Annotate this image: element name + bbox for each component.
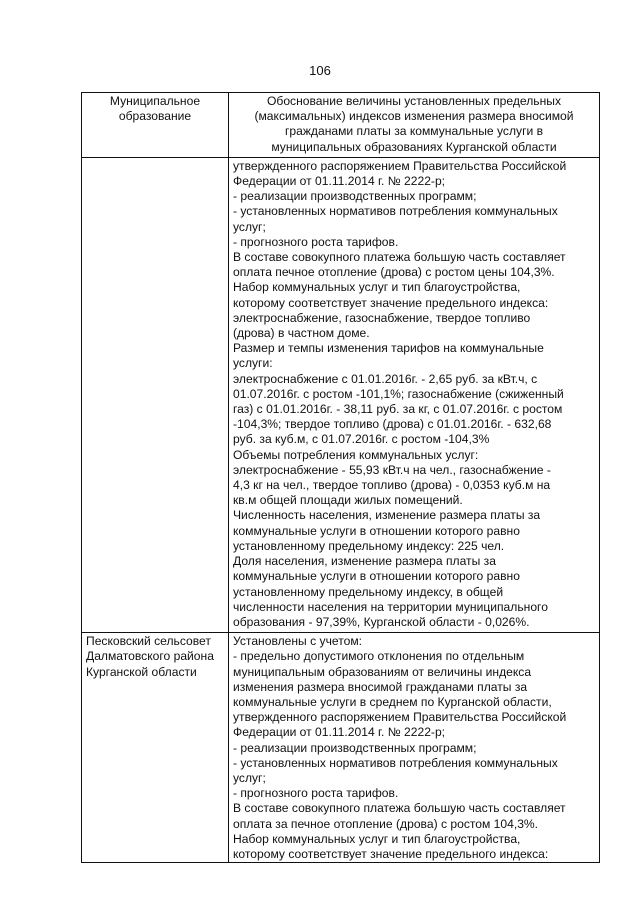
justification-text-line: Численность населения, изменение размера платы за	[233, 508, 541, 523]
justification-text-line: руб. за куб.м, с 01.07.2016г. с ростом -104,3%	[233, 432, 490, 447]
municipality-name-line: Далматовского района	[86, 649, 214, 664]
justification-text-line: Доля населения, изменение размера платы за	[233, 554, 496, 569]
municipality-cell	[82, 633, 229, 863]
header-justification-line: муниципальных образованиях Курганской области	[271, 139, 557, 154]
justification-text-line: - установленных нормативов потребления коммунальных	[233, 755, 558, 770]
justification-text-line: - реализации производственных программ;	[233, 740, 477, 755]
justification-text-line: утвержденного распоряжением Правительства Российской	[233, 710, 567, 725]
justification-text-line: Объемы потребления коммунальных услуг:	[233, 447, 479, 462]
justification-text-line: (дрова) в частном доме.	[233, 326, 370, 341]
justification-text-line: численности населения на территории муниципального	[233, 599, 548, 614]
justification-text-line: изменения размера вносимой гражданами платы за	[233, 679, 528, 694]
justification-text-line: услуг;	[233, 219, 266, 234]
justification-text-line: образования - 97,39%, Курганской области - 0,026%.	[233, 614, 530, 629]
header-municipality-line: образование	[118, 109, 192, 124]
municipality-name-line: Курганской области	[86, 664, 197, 679]
justification-text-line: газ) с 01.01.2016г. - 38,11 руб. за кг, с 01.07.2016г. с ростом	[233, 402, 563, 417]
justification-text-line: Набор коммунальных услуг и тип благоустройства,	[233, 831, 521, 846]
justification-text-line: оплата печное отопление (дрова) с ростом цены 104,3%.	[233, 265, 555, 280]
justification-text-line: коммунальные услуги в отношении которого равно	[233, 569, 520, 584]
justification-cell	[229, 633, 600, 863]
justification-text-line: утвержденного распоряжением Правительства Российской	[233, 158, 567, 173]
justification-text-line: коммунальные услуги в отношении которого равно	[233, 523, 520, 538]
header-justification	[229, 93, 600, 158]
municipality-cell	[82, 157, 229, 632]
justification-text-line: - установленных нормативов потребления коммунальных	[233, 204, 558, 219]
justification-text-line: муниципальным образованиям от величины индекса	[233, 664, 532, 679]
justification-text-line: которому соответствует значение предельного индекса:	[233, 846, 549, 861]
justification-text-line: Размер и темпы изменения тарифов на коммунальные	[233, 341, 544, 356]
page-number: 106	[309, 63, 331, 78]
justification-text-line: 4,3 кг на чел., твердое топливо (дрова) - 0,0353 куб.м на	[233, 478, 551, 493]
header-justification-line: гражданами платы за коммунальные услуги в	[284, 124, 544, 139]
justification-text-line: В составе совокупного платежа большую часть составляет	[233, 250, 566, 265]
justification-text-line: установленному предельному индексу: 225 чел.	[233, 538, 505, 553]
justification-text-line: Набор коммунальных услуг и тип благоустройства,	[233, 280, 521, 295]
justification-text-line: -104,3%; твердое топливо (дрова) с 01.01.2016г. - 632,68	[233, 417, 552, 432]
tariff-justification-table	[81, 92, 600, 863]
header-justification-line: (максимальных) индексов изменения размера вносимой	[254, 109, 574, 124]
justification-text-line: - предельно допустимого отклонения по отдельным	[233, 649, 525, 664]
header-justification-line: Обоснование величины установленных предельных	[266, 94, 562, 108]
table-row	[82, 633, 600, 863]
justification-text-line: электроснабжение - 55,93 кВт.ч на чел., газоснабжение -	[233, 462, 551, 477]
municipality-name-line: Песковский сельсовет	[86, 634, 211, 649]
justification-text-line: кв.м общей площади жилых помещений.	[233, 493, 463, 508]
justification-text-line: услуг;	[233, 770, 266, 785]
justification-text-line: В составе совокупного платежа большую часть составляет	[233, 801, 566, 816]
justification-text-line: - прогнозного роста тарифов.	[233, 786, 399, 801]
justification-text-line: установленному предельному индексу, в общей	[233, 584, 504, 599]
table-row	[82, 157, 600, 632]
justification-text-line: 01.07.2016г. с ростом -101,1%; газоснабжение (сжиженный	[233, 386, 564, 401]
justification-text-line: Установлены с учетом:	[233, 634, 362, 649]
table-header-row	[82, 93, 600, 158]
justification-text-line: коммунальные услуги в среднем по Курганской области,	[233, 694, 552, 709]
justification-text-line: - прогнозного роста тарифов.	[233, 234, 399, 249]
header-municipality	[82, 93, 229, 158]
justification-text-line: электроснабжение, газоснабжение, твердое топливо	[233, 310, 531, 325]
justification-text-line: Федерации от 01.11.2014 г. № 2222-р;	[233, 174, 446, 189]
justification-text-line: услуги:	[233, 356, 273, 371]
justification-text-line: Федерации от 01.11.2014 г. № 2222-р;	[233, 725, 446, 740]
justification-text-line: - реализации производственных программ;	[233, 189, 477, 204]
justification-text-line: электроснабжение с 01.01.2016г. - 2,65 руб. за кВт.ч, с	[233, 371, 538, 386]
justification-text-line: оплата за печное отопление (дрова) с ростом 104,3%.	[233, 816, 539, 831]
justification-text-line: которому соответствует значение предельного индекса:	[233, 295, 549, 310]
header-municipality-line: Муниципальное	[109, 94, 201, 108]
justification-cell	[229, 157, 600, 632]
